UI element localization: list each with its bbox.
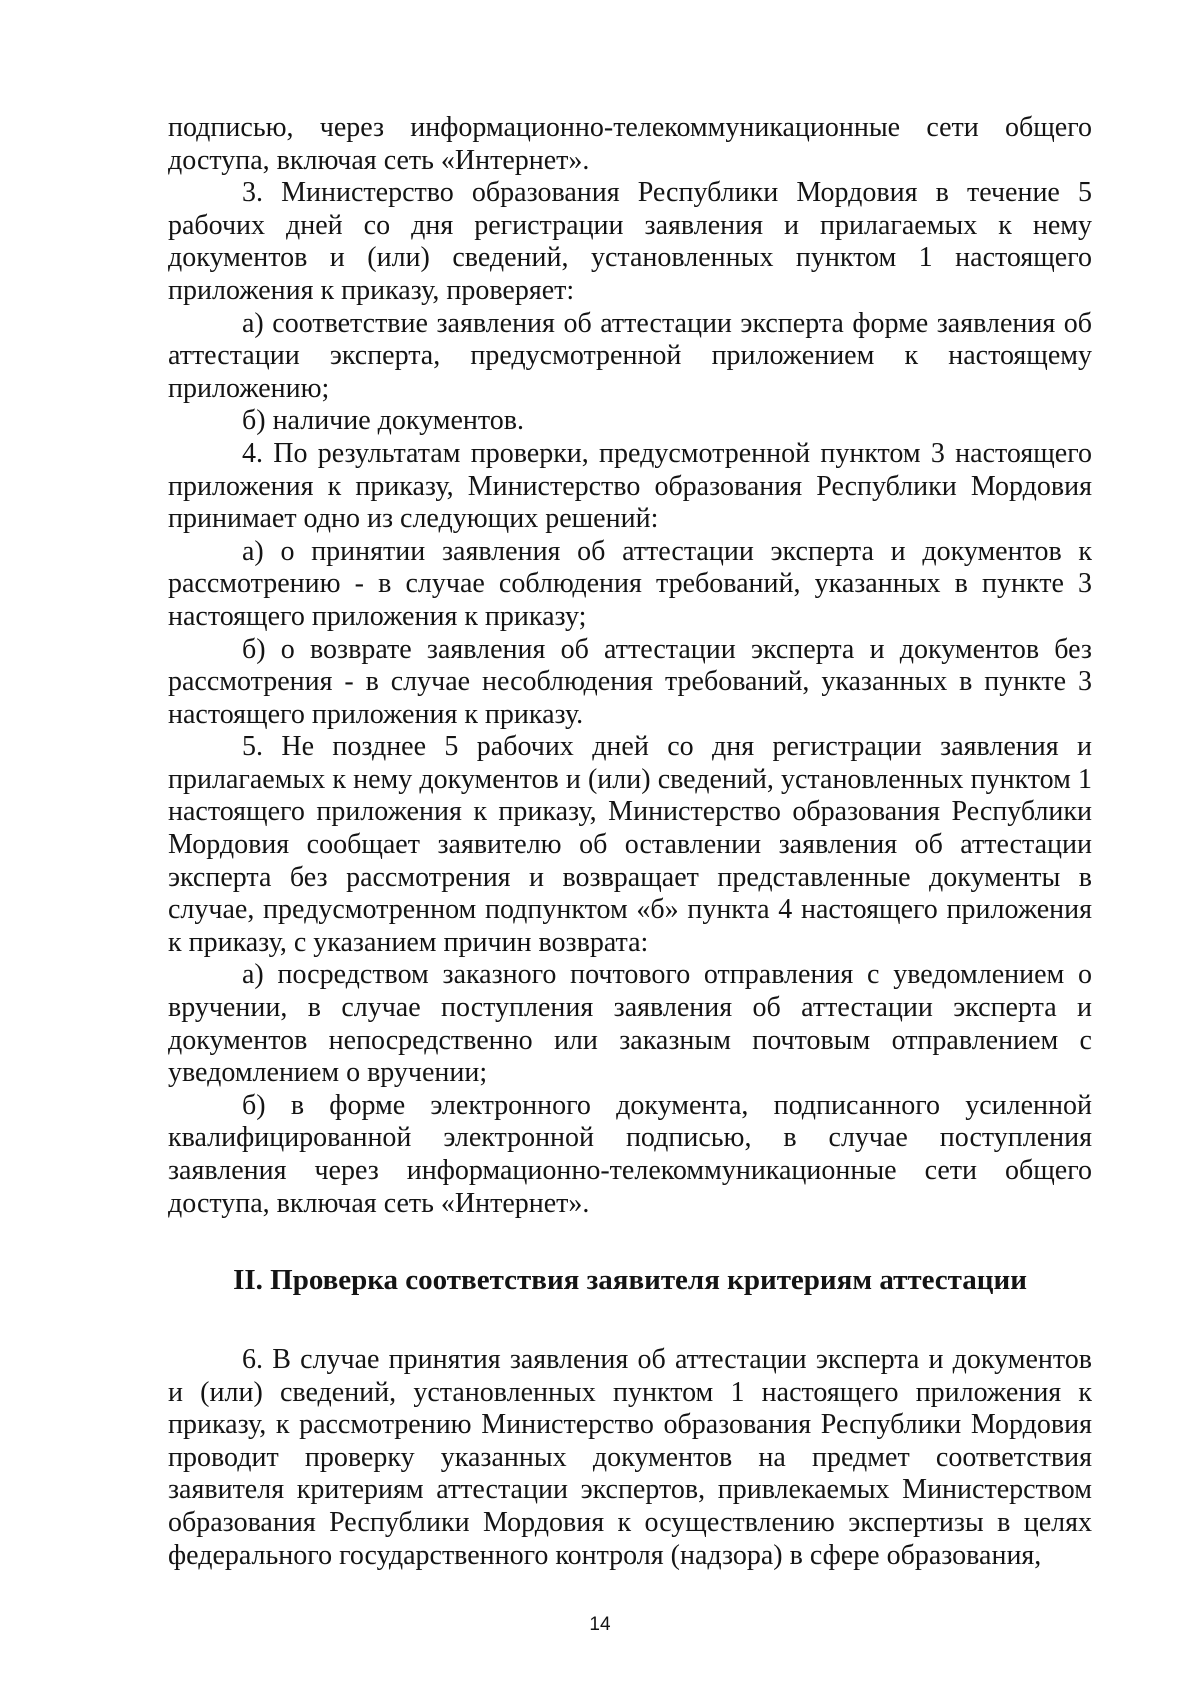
paragraph-5a: а) посредством заказного почтового отправления с уведомлением о вручении, в случае поступления заявления об аттестации эксперта и документов непосредственно или заказным почтовым отправлением с уведомлением о вручении; bbox=[168, 959, 1092, 1089]
paragraph-4: 4. По результатам проверки, предусмотренной пунктом 3 настоящего приложения к приказу, Министерство образования Республики Мордовия принимает одно из следующих решений: bbox=[168, 437, 1092, 535]
paragraph-5: 5. Не позднее 5 рабочих дней со дня регистрации заявления и прилагаемых к нему документов и (или) сведений, установленных пунктом 1 настоящего приложения к приказу, Министерство образования Республики Мордовия сообщает заявителю об оставлении заявления об аттестации эксперта без рассмотрения и возвращает представленные документы в случае, предусмотренном подпунктом «б» пункта 4 настоящего приложения к приказу, с указанием причин возврата: bbox=[168, 731, 1092, 958]
page-number: 14 bbox=[589, 1614, 611, 1635]
paragraph-4b: б) о возврате заявления об аттестации эксперта и документов без рассмотрения - в случае несоблюдения требований, указанных в пункте 3 настоящего приложения к приказу. bbox=[168, 633, 1092, 730]
paragraph-3: 3. Министерство образования Республики Мордовия в течение 5 рабочих дней со дня регистрации заявления и прилагаемых к нему документов и (или) сведений, установленных пунктом 1 настоящего приложения к приказу, проверяет: bbox=[168, 177, 1092, 306]
paragraph-4a: а) о принятии заявления об аттестации эксперта и документов к рассмотрению - в случае соблюдения требований, указанных в пункте 3 настоящего приложения к приказу; bbox=[168, 535, 1092, 632]
paragraph-3b: б) наличие документов. bbox=[242, 405, 524, 437]
paragraph-3a: а) соответствие заявления об аттестации эксперта форме заявления об аттестации эксперта, предусмотренной приложением к настоящему приложению; bbox=[168, 307, 1092, 404]
paragraph-6: 6. В случае принятия заявления об аттестации эксперта и документов и (или) сведений, установленных пунктом 1 настоящего приложения к приказу, к рассмотрению Министерство образования Республики Мордовия проводит проверку указанных документов на предмет соответствия заявителя критериям аттестации экспертов, привлекаемых Министерством образования Республики Мордовия к осуществлению экспертизы в целях федерального государственного контроля (надзора) в сфере образования, bbox=[168, 1344, 1092, 1571]
section-heading: II. Проверка соответствия заявителя критериям аттестации bbox=[233, 1264, 1027, 1296]
paragraph-5b: б) в форме электронного документа, подписанного усиленной квалифицированной электронной подписью, в случае поступления заявления через информационно-телекоммуникационные сети общего доступа, включая сеть «Интернет». bbox=[168, 1089, 1092, 1219]
paragraph-continuation: подписью, через информационно-телекоммуникационные сети общего доступа, включая сеть «Интернет». bbox=[168, 112, 1092, 176]
body-text-bottom bbox=[168, 1344, 1092, 1572]
body-text-top bbox=[168, 112, 1092, 1220]
